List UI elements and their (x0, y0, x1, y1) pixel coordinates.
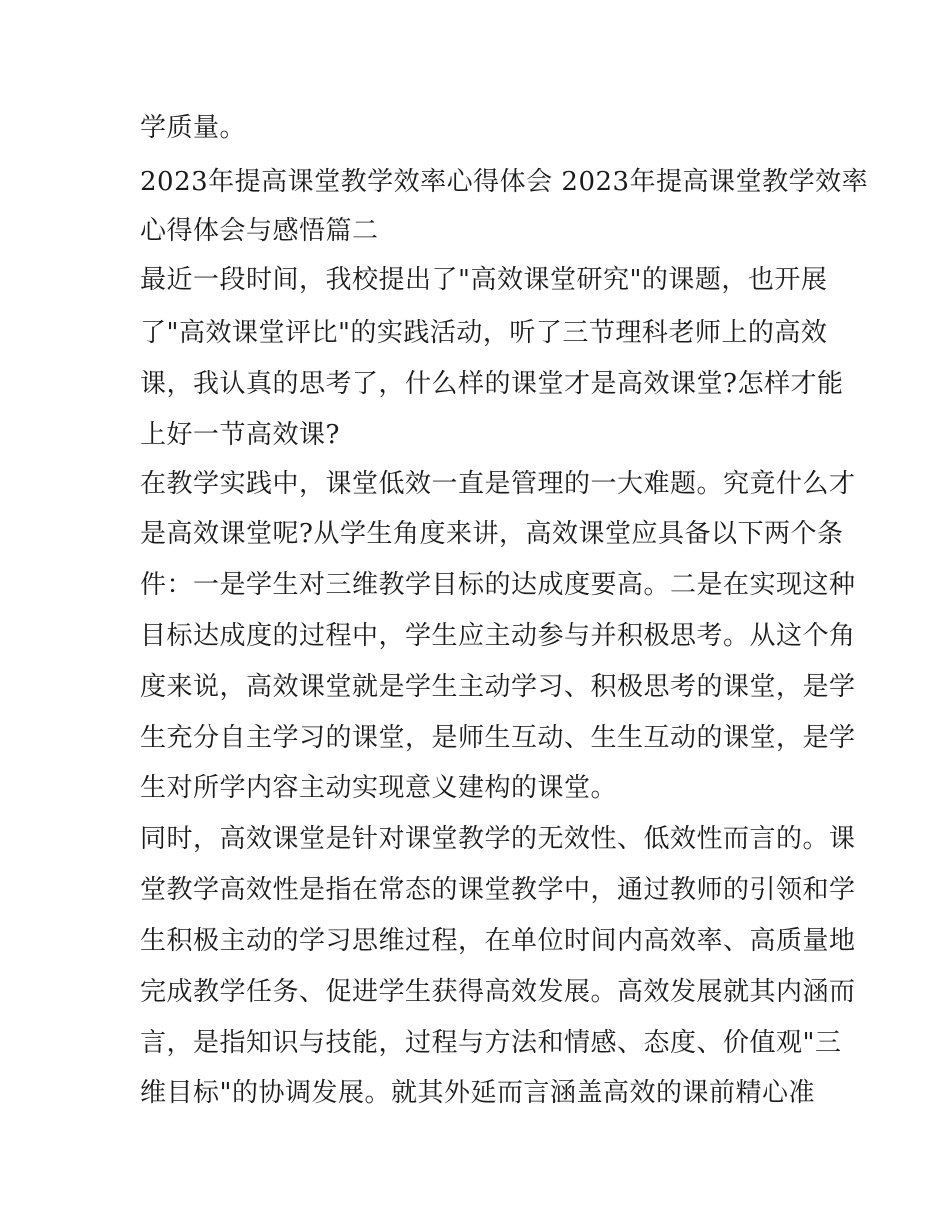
text-line: 生对所学内容主动实现意义建构的课堂。 (140, 773, 618, 803)
text-line: 完成教学任务、促进学生获得高效发展。高效发展就其内涵而 (140, 977, 856, 1007)
text-line: 度来说，高效课堂就是学生主动学习、积极思考的课堂，是学 (140, 672, 856, 702)
text-line: 言，是指知识与技能，过程与方法和情感、态度、价值观"三 (140, 1028, 842, 1058)
text-line: 上好一节高效课? (140, 420, 340, 450)
text-line: 件：一是学生对三维教学目标的达成度要高。二是在实现这种 (140, 570, 856, 600)
section-title-line-2: 心得体会与感悟篇二 (140, 216, 379, 246)
text-line: 课，我认真的思考了，什么样的课堂才是高效课堂?怎样才能 (140, 369, 844, 399)
text-line: 了"高效课堂评比"的实践活动，听了三节理科老师上的高效 (140, 318, 828, 348)
text-line: 生充分自主学习的课堂，是师生互动、生生互动的课堂，是学 (140, 723, 856, 753)
text-line: 生积极主动的学习思维过程，在单位时间内高效率、高质量地 (140, 926, 856, 956)
text-line: 最近一段时间，我校提出了"高效课堂研究"的课题，也开展 (140, 265, 828, 295)
text-line: 堂教学高效性是指在常态的课堂教学中，通过教师的引领和学 (140, 875, 856, 905)
text-line: 目标达成度的过程中，学生应主动参与并积极思考。从这个角 (140, 621, 856, 651)
text-line: 是高效课堂呢?从学生角度来讲，高效课堂应具备以下两个条 (140, 519, 844, 549)
text-line: 学质量。 (140, 113, 247, 143)
text-line: 在教学实践中，课堂低效一直是管理的一大难题。究竟什么才 (140, 469, 856, 499)
text-line: 同时，高效课堂是针对课堂教学的无效性、低效性而言的。课 (140, 824, 856, 854)
section-title-line-1: 2023年提高课堂教学效率心得体会 2023年提高课堂教学效率 (140, 167, 869, 197)
text-line: 维目标"的协调发展。就其外延而言涵盖高效的课前精心准 (140, 1078, 815, 1108)
